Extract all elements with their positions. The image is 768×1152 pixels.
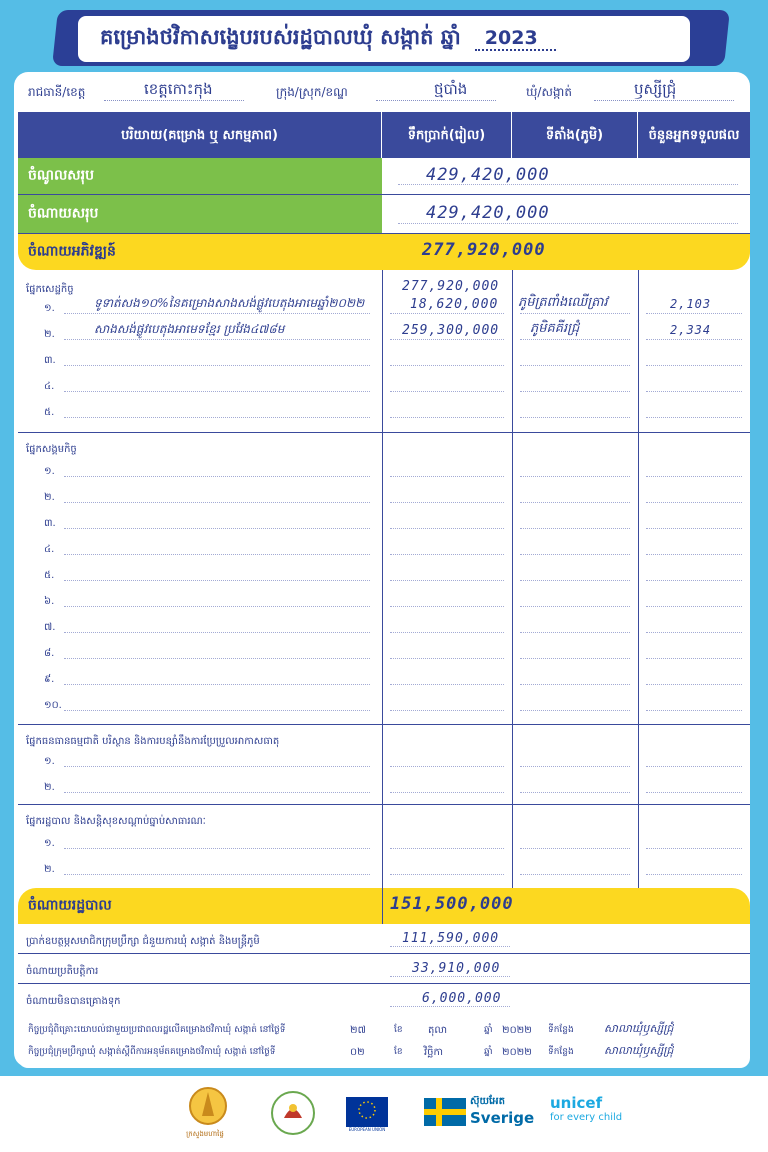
admin-item-row [18, 924, 750, 954]
admin-item-label: ចំណាយមិនបានគ្រោងទុក [26, 996, 121, 1007]
administration-label: ចំណាយរដ្ឋបាល [28, 897, 112, 914]
economic-label: ផ្នែកសេដ្ឋកិច្ច [26, 284, 74, 295]
sectors-table [18, 270, 750, 890]
natural-item-no: ១. [44, 756, 55, 767]
ministry-emblem-icon [188, 1086, 228, 1126]
meeting-place-label: ទីកន្លែង [548, 1047, 574, 1057]
admin-item-label: ចំណាយប្រតិបត្តិការ [26, 966, 99, 977]
title-year: 2023 [475, 27, 556, 51]
admin-item-row [18, 984, 750, 1014]
meeting-day: ២៧ [350, 1025, 366, 1036]
economic-item-no: ២. [44, 329, 55, 340]
district-value: ថ្មបាំង [434, 80, 468, 98]
admin-item-value: 111,590,000 [402, 931, 500, 946]
social-label: ផ្នែកសង្គមកិច្ច [26, 444, 77, 455]
revenue-row [18, 158, 750, 195]
table-header [18, 112, 750, 158]
sweden-kh-text: ស៊ុយអែត [470, 1096, 505, 1107]
economic-total: 277,920,000 [402, 279, 500, 294]
commune-label: ឃុំ/សង្កាត់ [526, 85, 572, 99]
admin-item-row [18, 954, 750, 984]
col-description: បរិយាយ(គម្រោង ឬ សកម្មភាព) [18, 112, 382, 158]
social-item-no: ៤. [44, 544, 55, 555]
expense-value: 429,420,000 [426, 203, 550, 223]
ncdd-logo [270, 1090, 316, 1136]
economic-item-no: ៣. [44, 355, 56, 366]
admin-security-label: ផ្នែករដ្ឋបាល និងសន្តិសុខសណ្តាប់ធ្នាប់សាធារណៈ [26, 816, 206, 827]
development-row [18, 234, 750, 270]
economic-item-no: ៤. [44, 381, 55, 392]
footer-logos [0, 1076, 768, 1152]
meeting-month: តុលា [428, 1025, 448, 1036]
meeting-place-label: ទីកន្លែង [548, 1025, 574, 1035]
economic-item-amount: 18,620,000 [410, 297, 499, 312]
admin-item-value: 33,910,000 [412, 961, 501, 976]
commune-value: ឫស្សីជ្រុំ [634, 80, 677, 98]
meeting-month: វិច្ឆិកា [424, 1047, 444, 1058]
meeting-year: ២០២២ [502, 1047, 532, 1058]
social-item-no: ៩. [44, 674, 55, 685]
economic-item-benef: 2,334 [670, 323, 712, 337]
expense-label: ចំណាយសរុប [28, 205, 99, 222]
location-row [14, 72, 750, 112]
economic-item-village: ភូមិត្រពាំងឈើត្រាវ [518, 295, 608, 310]
meeting-text: កិច្ចប្រជុំពិគ្រោះយោបល់ជាមួយប្រជាពលរដ្ឋលើគម្រោងថវិកាឃុំ សង្កាត់ នៅថ្ងៃទី [28, 1025, 286, 1035]
meeting-month-label: ខែ [394, 1047, 403, 1057]
meeting-day: ០២ [350, 1047, 365, 1058]
unicef-text: unicef [550, 1094, 603, 1112]
admin-security-item-no: ១. [44, 838, 55, 849]
economic-item-village: ភូមិគគីរជ្រុំ [530, 321, 580, 336]
admin-item-value: 6,000,000 [422, 991, 502, 1006]
meeting-text: កិច្ចប្រជុំក្រុមប្រឹក្សាឃុំ សង្កាត់ស្តីពីការអនុម័តគម្រោងថវិកាឃុំ សង្កាត់ នៅថ្ងៃទី [28, 1047, 276, 1057]
social-item-no: ៣. [44, 518, 56, 529]
admin-security-item-no: ២. [44, 864, 55, 875]
unicef-tagline: for every child [550, 1112, 623, 1123]
ncdd-emblem-icon [270, 1090, 316, 1136]
meetings-box [18, 1018, 750, 1068]
title-text: គម្រោងថវិកាសង្ខេបរបស់រដ្ឋបាលឃុំ សង្កាត់ ឆ្នាំ [100, 23, 461, 49]
sweden-text: Sverige [470, 1109, 535, 1127]
ministry-logo-text: ក្រសួងមហាផ្ទៃ [186, 1130, 224, 1138]
eu-logo [346, 1097, 388, 1132]
meeting-year-label: ឆ្នាំ [484, 1047, 493, 1057]
administration-row [18, 888, 750, 924]
administration-value: 151,500,000 [390, 894, 514, 914]
province-value: ខេត្តកោះកុង [144, 80, 213, 98]
admin-item-label: ប្រាក់ឧបត្ថម្ភសមាជិកក្រុមប្រឹក្សា ជំនួយការឃុំ សង្កាត់ និងមន្ត្រីភូមិ [26, 936, 260, 947]
economic-item-desc: ទូទាត់សង១០%នៃគម្រោងសាងសង់ផ្លូវបេតុងអាមេឆ្នាំ២០២២ [94, 296, 365, 310]
social-item-no: ៧. [44, 622, 56, 633]
page-title [78, 16, 690, 62]
social-item-no: ៦. [44, 596, 55, 607]
meeting-year-label: ឆ្នាំ [484, 1025, 493, 1035]
meeting-place: សាលាឃុំឫស្សីជ្រុំ [604, 1044, 674, 1057]
natural-item-no: ២. [44, 782, 55, 793]
development-value: 277,920,000 [422, 240, 546, 260]
social-item-no: ២. [44, 492, 55, 503]
revenue-label: ចំណូលសរុប [28, 167, 94, 184]
economic-item-benef: 2,103 [670, 297, 712, 311]
social-item-no: ៥. [44, 570, 55, 581]
province-label: រាជធានី/ខេត្ត [28, 85, 86, 99]
meeting-month-label: ខែ [394, 1025, 403, 1035]
development-label: ចំណាយអភិវឌ្ឍន៍ [28, 243, 116, 260]
economic-item-no: ៥. [44, 407, 55, 418]
natural-label: ផ្នែកធនធានធម្មជាតិ បរិស្ថាន និងការបន្សាំនឹងការប្រែប្រួលអាកាសធាតុ [26, 736, 280, 747]
sweden-flag [424, 1098, 466, 1126]
ministry-logo [186, 1086, 230, 1142]
eu-stars-icon [346, 1097, 388, 1123]
unicef-logo [550, 1094, 622, 1123]
meeting-year: ២០២២ [502, 1025, 532, 1036]
social-item-no: ១. [44, 466, 55, 477]
col-location: ទីតាំង(ភូមិ) [512, 112, 638, 158]
economic-item-amount: 259,300,000 [402, 323, 500, 338]
budget-card [14, 72, 750, 1067]
sweden-logo-text [470, 1094, 534, 1127]
social-item-no: ៨. [44, 648, 55, 659]
revenue-value: 429,420,000 [426, 165, 550, 185]
col-beneficiaries: ចំនួនអ្នកទទួលផល [648, 127, 740, 143]
economic-item-no: ១. [44, 303, 55, 314]
economic-item-desc: សាងសង់ផ្លូវបេតុងអាមេទខ្មែរ ប្រវែង៤៧៨ម [94, 322, 285, 336]
eu-logo-text: EUROPEAN UNION [346, 1127, 388, 1132]
district-label: ក្រុង/ស្រុក/ខណ្ឌ [276, 85, 348, 99]
meeting-place: សាលាឃុំឫស្សីជ្រុំ [604, 1022, 674, 1035]
col-amount: ទឹកប្រាក់(រៀល) [382, 112, 512, 158]
expense-row [18, 195, 750, 234]
social-item-no: ១០. [44, 700, 62, 711]
